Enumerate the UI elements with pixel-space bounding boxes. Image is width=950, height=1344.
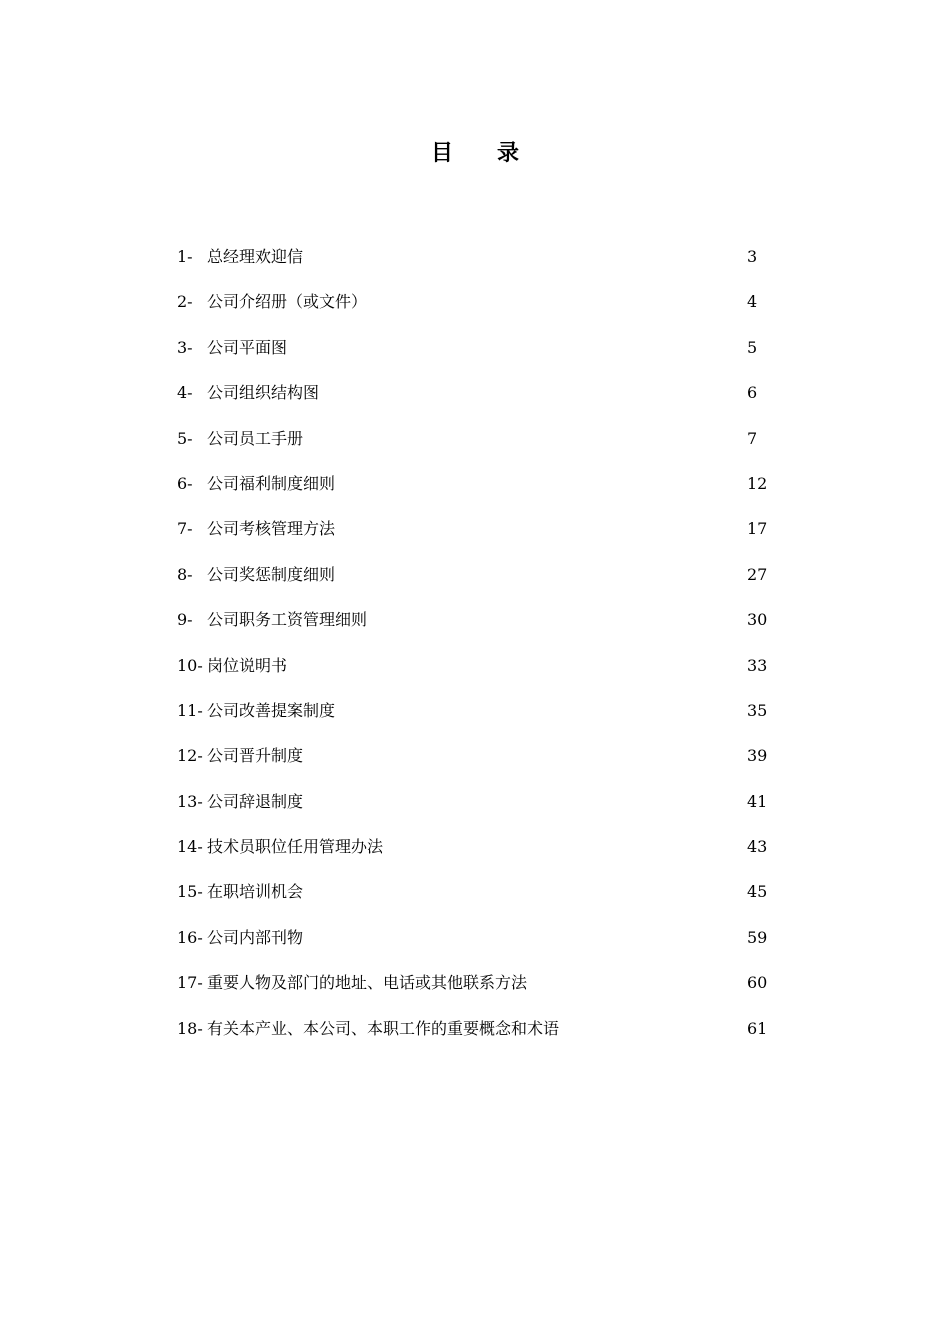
- toc-number: 15-: [177, 882, 203, 902]
- toc-page-number: 17: [747, 519, 768, 539]
- toc-entry[interactable]: [177, 243, 777, 288]
- toc-page-number: 59: [747, 927, 768, 947]
- toc-number: 12-: [177, 746, 203, 766]
- toc-page-number: 6: [747, 383, 758, 403]
- toc-page-number: 61: [747, 1018, 768, 1038]
- toc-label: 公司晋升制度: [207, 746, 304, 766]
- toc-number: 14-: [177, 837, 203, 857]
- toc-number: 1-: [177, 247, 193, 266]
- toc-entry[interactable]: [177, 515, 777, 560]
- toc-label: 有关本产业、本公司、本职工作的重要概念和术语: [207, 1018, 560, 1038]
- toc-entry[interactable]: [177, 652, 777, 697]
- toc-entry[interactable]: [177, 924, 777, 969]
- toc-number: 10-: [177, 655, 203, 675]
- toc-label: 公司介绍册（或文件）: [207, 292, 368, 312]
- toc-entry[interactable]: [177, 1015, 777, 1060]
- toc-entry[interactable]: [177, 742, 777, 787]
- toc-number: 16-: [177, 927, 203, 947]
- toc-label: 公司改善提案制度: [207, 700, 336, 720]
- toc-entry[interactable]: [177, 833, 777, 878]
- toc-page-number: 3: [747, 247, 758, 266]
- toc-label: 公司福利制度细则: [207, 473, 336, 493]
- toc-entry[interactable]: [177, 969, 777, 1014]
- toc-entry[interactable]: [177, 425, 777, 470]
- toc-page-number: 60: [747, 973, 768, 993]
- toc-label: 在职培训机会: [207, 882, 304, 902]
- toc-entry[interactable]: [177, 379, 777, 424]
- toc-number: 8-: [177, 564, 193, 584]
- toc-page-number: 41: [747, 791, 768, 811]
- toc-number: 18-: [177, 1018, 203, 1038]
- toc-number: 11-: [177, 700, 203, 720]
- table-of-contents: [177, 243, 777, 1060]
- toc-number: 13-: [177, 791, 203, 811]
- toc-page-number: 7: [747, 428, 758, 448]
- toc-number: 17-: [177, 973, 203, 993]
- toc-page-number: 27: [747, 564, 768, 584]
- toc-page-number: 30: [747, 610, 768, 630]
- toc-page-number: 43: [747, 837, 768, 857]
- toc-page-number: 12: [747, 473, 768, 493]
- toc-label: 重要人物及部门的地址、电话或其他联系方法: [207, 973, 528, 993]
- page-title: [0, 136, 950, 167]
- toc-label: 公司辞退制度: [207, 791, 304, 811]
- toc-entry[interactable]: [177, 697, 777, 742]
- toc-label: 公司员工手册: [207, 428, 304, 448]
- toc-page-number: 4: [747, 292, 758, 312]
- toc-number: 2-: [177, 292, 193, 312]
- toc-label: 公司内部刊物: [207, 927, 304, 947]
- toc-number: 5-: [177, 428, 193, 448]
- toc-number: 3-: [177, 337, 193, 357]
- toc-label: 公司职务工资管理细则: [207, 610, 368, 630]
- toc-entry[interactable]: [177, 288, 777, 333]
- toc-page-number: 45: [747, 882, 768, 902]
- toc-page-number: 33: [747, 655, 768, 675]
- toc-entry[interactable]: [177, 334, 777, 379]
- toc-entry[interactable]: [177, 470, 777, 515]
- toc-entry[interactable]: [177, 878, 777, 923]
- toc-page-number: 39: [747, 746, 768, 766]
- title-char-2: 录: [497, 140, 520, 166]
- toc-number: 9-: [177, 610, 193, 630]
- toc-entry[interactable]: [177, 561, 777, 606]
- toc-number: 7-: [177, 519, 193, 539]
- toc-page-number: 5: [747, 337, 758, 357]
- toc-number: 4-: [177, 383, 193, 403]
- toc-entry[interactable]: [177, 606, 777, 651]
- toc-page-number: 35: [747, 700, 768, 720]
- toc-label: 技术员职位任用管理办法: [207, 837, 384, 857]
- toc-label: 公司奖惩制度细则: [207, 564, 336, 584]
- toc-entry[interactable]: [177, 788, 777, 833]
- title-char-1: 目: [430, 140, 453, 166]
- toc-label: 公司考核管理方法: [207, 519, 336, 539]
- toc-label: 总经理欢迎信: [207, 247, 304, 266]
- toc-number: 6-: [177, 473, 193, 493]
- toc-label: 公司平面图: [207, 337, 288, 357]
- toc-label: 岗位说明书: [207, 655, 288, 675]
- toc-label: 公司组织结构图: [207, 383, 320, 403]
